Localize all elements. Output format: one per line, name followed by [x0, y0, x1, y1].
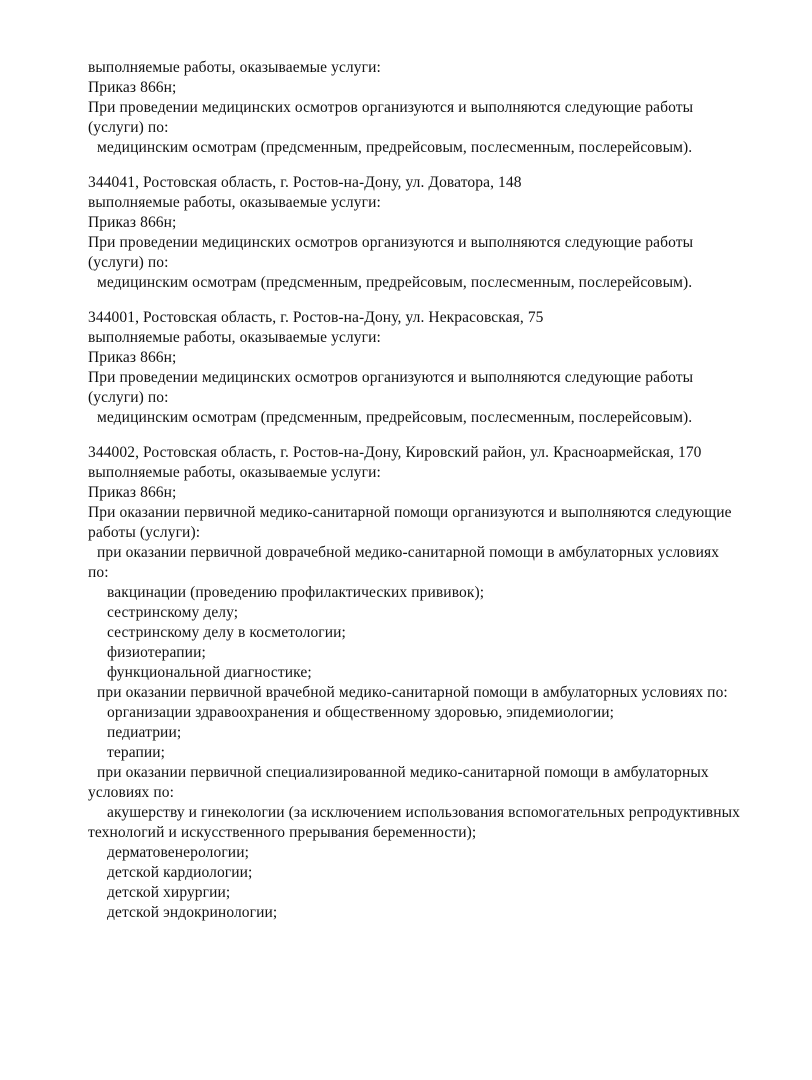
text-line: технологий и искусственного прерывания беременности);: [88, 824, 477, 841]
text-line: вакцинации (проведению профилактических прививок);: [107, 584, 485, 601]
text-line: дерматовенерологии;: [107, 844, 249, 861]
text-line: (услуги) по:: [88, 119, 169, 136]
text-line: детской кардиологии;: [107, 864, 253, 881]
text-line: педиатрии;: [107, 724, 182, 741]
text-line: при оказании первичной специализированной медико-санитарной помощи в амбулаторных: [97, 764, 709, 781]
text-line: медицинским осмотрам (предсменным, предрейсовым, послесменным, послерейсовым).: [97, 274, 693, 291]
text-line: Приказ 866н;: [88, 79, 177, 96]
text-line: условиях по:: [88, 784, 175, 801]
blank-line: [88, 158, 754, 173]
text-line: сестринскому делу в косметологии;: [107, 624, 346, 641]
text-line: акушерству и гинекологии (за исключением использования вспомогательных репродуктивных: [107, 804, 740, 821]
text-line: 344001, Ростовская область, г. Ростов-на-Дону, ул. Некрасовская, 75: [88, 309, 544, 326]
text-line: организации здравоохранения и общественному здоровью, эпидемиологии;: [107, 704, 615, 721]
text-line: Приказ 866н;: [88, 484, 177, 501]
text-line: при оказании первичной доврачебной медико-санитарной помощи в амбулаторных условиях: [97, 544, 720, 561]
text-line: по:: [88, 564, 109, 581]
text-line: Приказ 866н;: [88, 214, 177, 231]
text-line: выполняемые работы, оказываемые услуги:: [88, 464, 381, 481]
text-line: При оказании первичной медико-санитарной помощи организуются и выполняются следующие: [88, 504, 732, 521]
text-line: выполняемые работы, оказываемые услуги:: [88, 194, 381, 211]
text-line: физиотерапии;: [107, 644, 206, 661]
text-line: детской хирургии;: [107, 884, 231, 901]
text-line: терапии;: [107, 744, 166, 761]
text-line: 344002, Ростовская область, г. Ростов-на-Дону, Кировский район, ул. Красноармейская, 170: [88, 444, 702, 461]
blank-line: [88, 428, 754, 443]
text-line: сестринскому делу;: [107, 604, 239, 621]
text-line: (услуги) по:: [88, 389, 169, 406]
text-line: выполняемые работы, оказываемые услуги:: [88, 329, 381, 346]
text-line: 344041, Ростовская область, г. Ростов-на-Дону, ул. Доватора, 148: [88, 174, 522, 191]
text-line: работы (услуги):: [88, 524, 201, 541]
text-line: При проведении медицинских осмотров организуются и выполняются следующие работы: [88, 99, 694, 116]
blank-line: [88, 293, 754, 308]
text-line: медицинским осмотрам (предсменным, предрейсовым, послесменным, послерейсовым).: [97, 409, 693, 426]
text-line: (услуги) по:: [88, 254, 169, 271]
text-line: Приказ 866н;: [88, 349, 177, 366]
text-line: выполняемые работы, оказываемые услуги:: [88, 59, 381, 76]
text-line: функциональной диагностике;: [107, 664, 312, 681]
text-line: медицинским осмотрам (предсменным, предрейсовым, послесменным, послерейсовым).: [97, 139, 693, 156]
text-line: детской эндокринологии;: [107, 904, 278, 921]
text-line: При проведении медицинских осмотров организуются и выполняются следующие работы: [88, 369, 694, 386]
text-line: при оказании первичной врачебной медико-санитарной помощи в амбулаторных условиях по:: [97, 684, 728, 701]
license-works-text: [88, 58, 754, 923]
text-line: При проведении медицинских осмотров организуются и выполняются следующие работы: [88, 234, 694, 251]
